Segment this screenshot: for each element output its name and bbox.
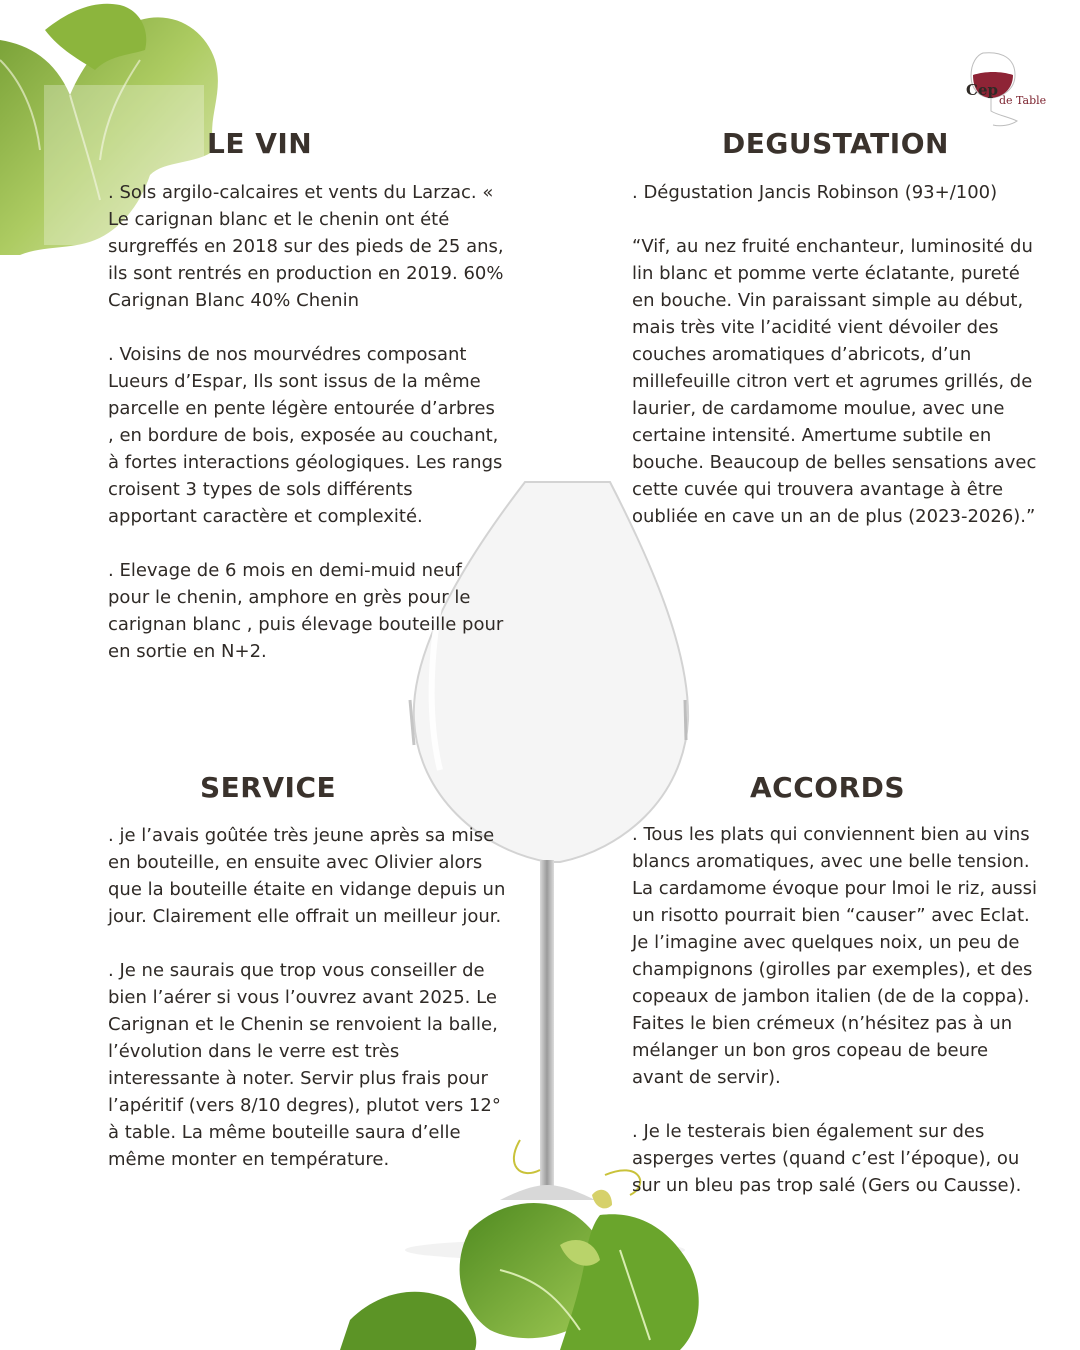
section-title-vin: LE VIN: [207, 127, 313, 160]
service-paragraph: . je l’avais goûtée très jeune après sa mise en bouteille, en ensuite avec Olivier alors que la bouteille étaite en vidange depuis un jour. Clairement elle offrait un meilleur jour.: [108, 825, 506, 927]
section-body-vin: [108, 179, 506, 665]
section-title-service: SERVICE: [200, 771, 337, 804]
logo: [955, 45, 1065, 135]
section-title-accords: ACCORDS: [750, 771, 906, 804]
degustation-paragraph: . Dégustation Jancis Robinson (93+/100): [632, 182, 998, 203]
section-body-service: [108, 822, 508, 1173]
section-body-accords: [632, 821, 1042, 1199]
accords-paragraph: . Tous les plats qui conviennent bien au vins blancs aromatiques, avec une belle tension. La cardamome évoque pour lmoi le riz, aussi un risotto pourrait bien “causer” avec Eclat. Je l’imagine avec quelques noix, un peu de champignons (girolles par exemples), et des copeaux de jambon italien (de de la coppa). Faites le bien crémeux (n’hésitez pas à un mélanger un bon gros copeau de beure avant de servir).: [632, 824, 1038, 1088]
vin-paragraph: . Elevage de 6 mois en demi-muid neuf pour le chenin, amphore en grès pour le carignan blanc , puis élevage bouteille pour en sortie en N+2.: [108, 560, 504, 662]
vin-paragraph: . Sols argilo-calcaires et vents du Larzac. « Le carignan blanc et le chenin ont été surgreffés en 2018 sur des pieds de 25 ans, ils sont rentrés en production en 2019. 60% Carignan Blanc 40% Chenin: [108, 182, 504, 311]
service-paragraph: . Je ne saurais que trop vous conseiller de bien l’aérer si vous l’ouvrez avant 2025. Le Carignan et le Chenin se renvoient la balle, l’évolution dans le verre est très interessante à noter. Servir plus frais pour l’apéritif (vers 8/10 degres), plutot vers 12° à table. La même bouteille saura d’elle même monter en température.: [108, 960, 501, 1170]
section-title-degustation: DEGUSTATION: [722, 127, 949, 160]
section-body-degustation: [632, 179, 1042, 530]
accords-paragraph: . Je le testerais bien également sur des asperges vertes (quand c’est l’époque), ou sur un bleu pas trop salé (Gers ou Causse).: [632, 1121, 1022, 1196]
logo-de-table: de Table: [999, 94, 1047, 107]
degustation-paragraph: “Vif, au nez fruité enchanteur, luminosité du lin blanc et pomme verte éclatante, pureté en bouche. Vin paraissant simple au début, mais très vite l’acidité vient dévoiler des couches aromatiques d’abricots, d’un millefeuille citron vert et agrumes grillés, de laurier, de cardamome moulue, avec une certaine intensité. Amertume subtile en bouche. Beaucoup de belles sensations avec cette cuvée qui trouvera avantage à être oubliée en cave un an de plus (2023-2026).”: [632, 236, 1037, 527]
logo-cep: Cep: [966, 81, 998, 99]
vin-paragraph: . Voisins de nos mourvédres composant Lueurs d’Espar, Ils sont issus de la même parcelle en pente légère entourée d’arbres , en bordure de bois, exposée au couchant, à fortes interactions géologiques. Les rangs croisent 3 types de sols différents apportant caractère et complexité.: [108, 344, 503, 527]
